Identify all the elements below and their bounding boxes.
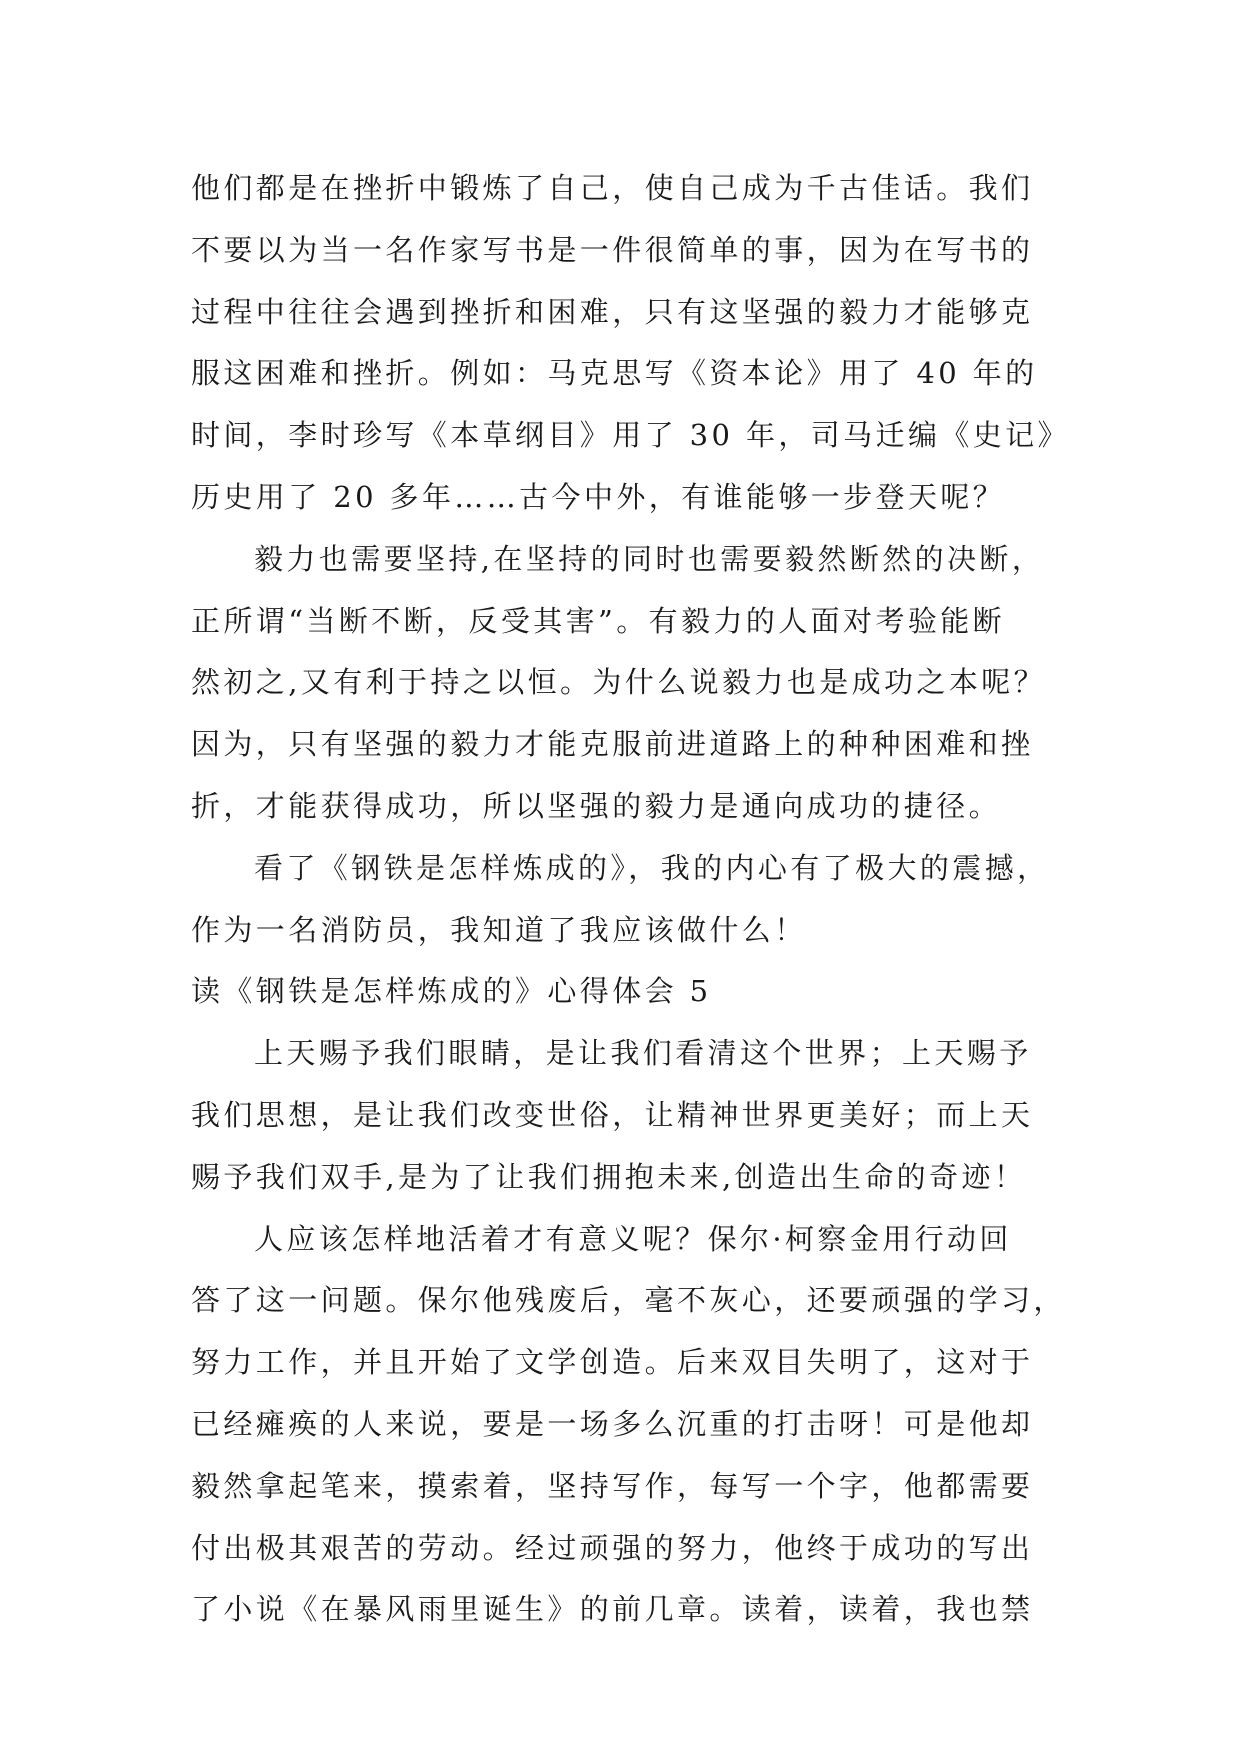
text-line: 然初之,又有利于持之以恒。为什么说毅力也是成功之本呢？	[191, 665, 1047, 700]
text-line: 因为，只有坚强的毅力才能克服前进道路上的种种困难和挫	[191, 727, 1034, 762]
text-line: 已经瘫痪的人来说，要是一场多么沉重的打击呀！可是他却	[191, 1406, 1034, 1441]
paragraph-first-line: 毅力也需要坚持,在坚持的同时也需要毅然断然的决断，	[254, 541, 1045, 576]
text-line: 折，才能获得成功，所以坚强的毅力是通向成功的捷径。	[191, 788, 1002, 823]
text-line: 不要以为当一名作家写书是一件很简单的事，因为在写书的	[191, 232, 1034, 267]
text-line: 了小说《在暴风雨里诞生》的前几章。读着，读着，我也禁	[191, 1592, 1034, 1627]
text-line: 付出极其艰苦的劳动。经过顽强的努力，他终于成功的写出	[191, 1530, 1034, 1565]
text-line: 努力工作，并且开始了文学创造。后来双目失明了，这对于	[191, 1345, 1034, 1380]
paragraph-first-line: 看了《钢铁是怎样炼成的》，我的内心有了极大的震撼，	[254, 850, 1050, 885]
text-line: 正所谓“当断不断，反受其害”。有毅力的人面对考验能断	[191, 603, 1006, 638]
paragraph-first-line: 上天赐予我们眼睛，是让我们看清这个世界；上天赐予	[254, 1036, 1032, 1071]
text-line: 毅然拿起笔来，摸索着，坚持写作，每写一个字，他都需要	[191, 1468, 1034, 1503]
text-line: 答了这一问题。保尔他残废后，毫不灰心，还要顽强的学习，	[191, 1283, 1066, 1318]
section-heading: 读《钢铁是怎样炼成的》心得体会 5	[191, 974, 712, 1009]
text-line: 时间，李时珍写《本草纲目》用了 30 年，司马迁编《史记》	[191, 418, 1070, 453]
text-line: 历史用了 20 多年……古今中外，有谁能够一步登天呢？	[191, 479, 1006, 514]
text-line: 他们都是在挫折中锻炼了自己，使自己成为千古佳话。我们	[191, 171, 1034, 205]
text-line: 赐予我们双手,是为了让我们拥抱未来,创造出生命的奇迹！	[191, 1159, 1027, 1194]
text-line: 服这困难和挫折。例如：马克思写《资本论》用了 40 年的	[191, 356, 1038, 391]
text-line: 作为一名消防员，我知道了我应该做什么！	[191, 912, 807, 947]
text-line: 我们思想，是让我们改变世俗，让精神世界更美好；而上天	[191, 1097, 1034, 1132]
document-body	[191, 158, 1070, 1641]
text-line: 过程中往往会遇到挫折和困难，只有这坚强的毅力才能够克	[191, 294, 1034, 329]
paragraph-first-line: 人应该怎样地活着才有意义呢？保尔·柯察金用行动回	[254, 1221, 1012, 1256]
